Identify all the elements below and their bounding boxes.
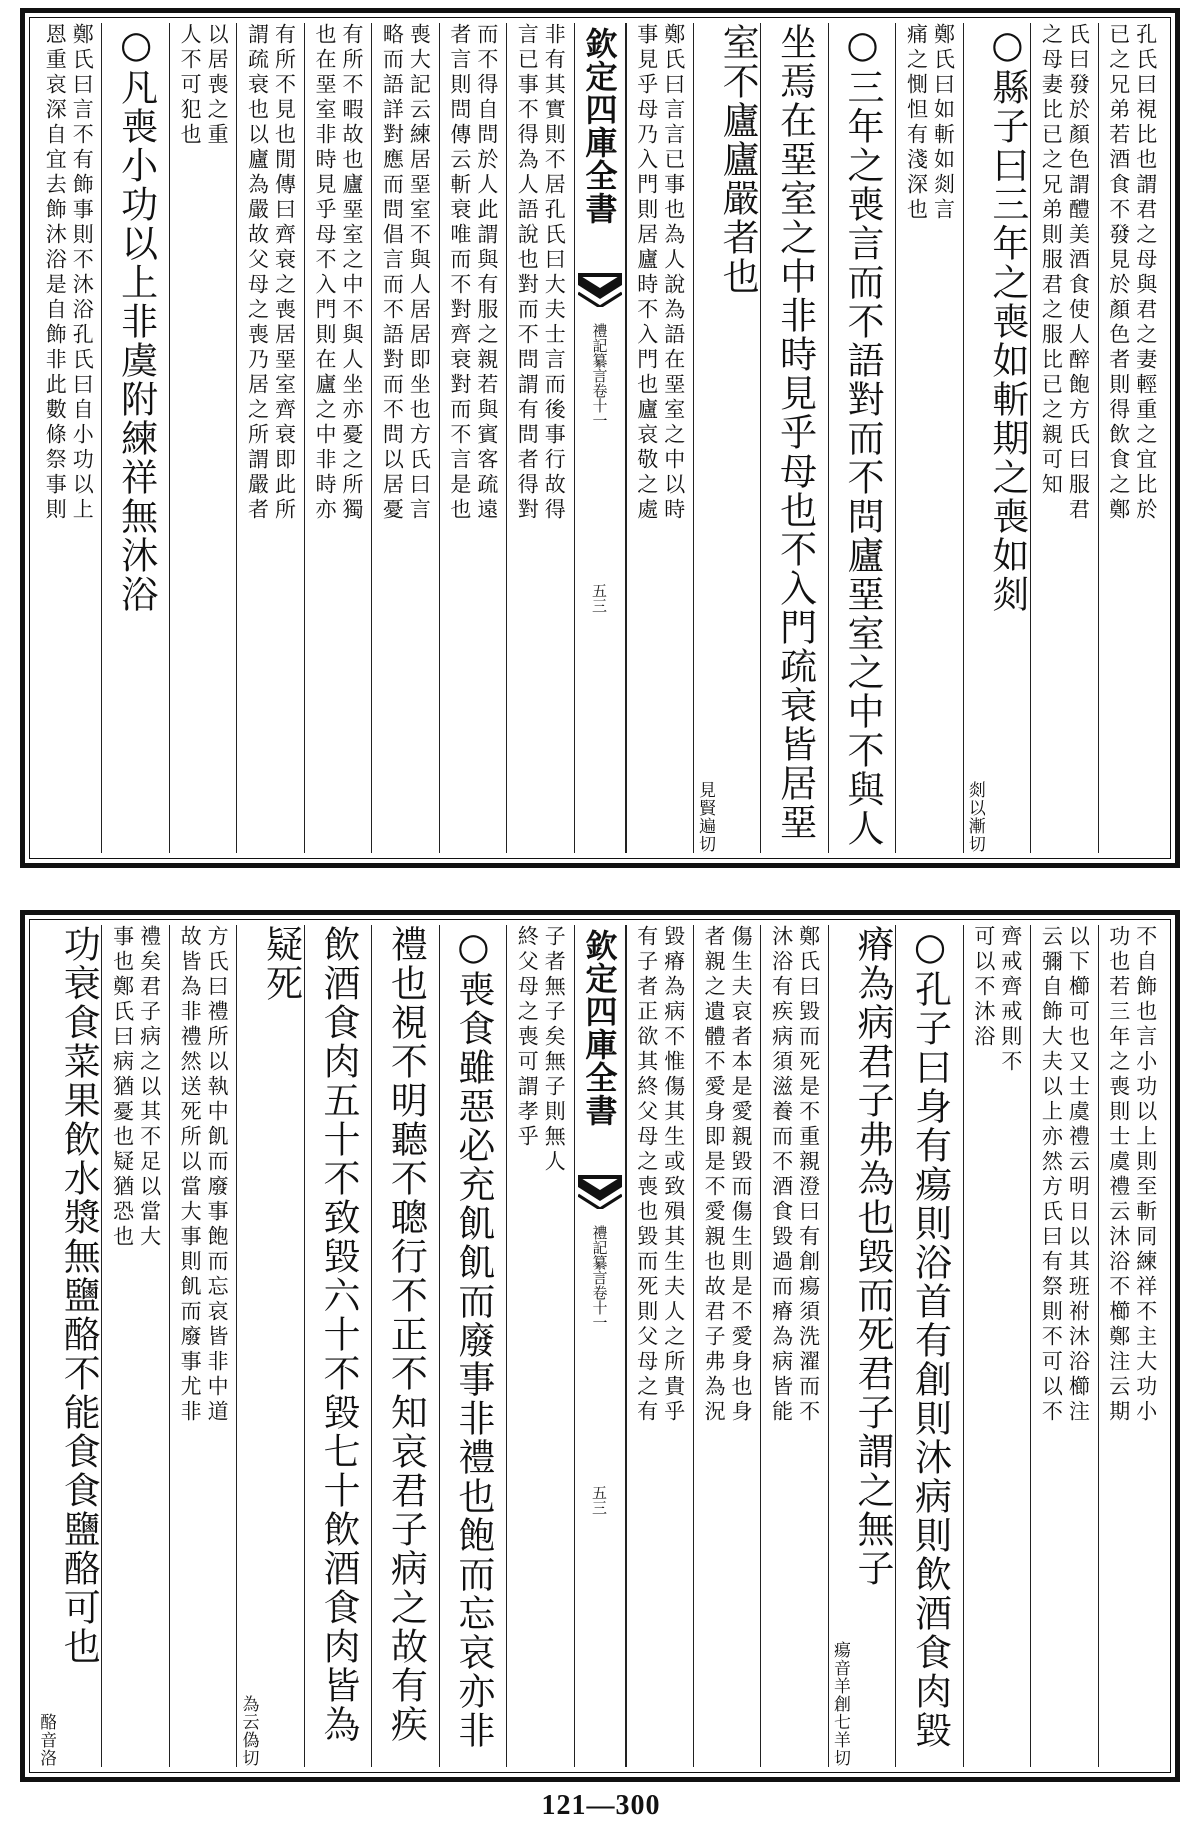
main-text-line: ○三年之喪言而不語對而不問廬堊室之中不與人 <box>841 23 885 848</box>
pronunciation-note: 瘍音羊創七羊切 <box>830 1641 851 1767</box>
commentary-line: 之母妻比已之兄弟則服君之服比已之親可知 <box>1039 23 1064 498</box>
pronunciation-note: 為云偽切 <box>238 1695 259 1767</box>
text-column <box>760 23 827 853</box>
commentary-line: 有子者正欲其終父母之喪也毀而死則父母之有 <box>634 925 659 1425</box>
commentary-line: 終父母之喪可謂孝乎 <box>515 925 540 1150</box>
text-column <box>101 925 168 1767</box>
text-column <box>963 925 1030 1767</box>
commentary-line: 鄭氏曰如斬如剡言 <box>931 23 956 223</box>
text-column <box>439 23 506 853</box>
lower-page-columns <box>35 925 1165 1767</box>
gutter-leaf-number: 五三 <box>590 1485 608 1515</box>
text-column <box>304 23 371 853</box>
text-column <box>35 23 101 853</box>
text-column <box>626 925 693 1767</box>
page-gutter <box>574 925 626 1767</box>
commentary-line: 齊戒齊戒則不 <box>998 925 1023 1075</box>
main-text-line: ○孔子曰身有瘍則浴首有創則沐病則飲酒食肉毀 <box>908 925 952 1750</box>
commentary-line: 傷生夫哀者本是愛親毀而傷生則是不愛身也身 <box>729 925 754 1425</box>
text-column <box>101 23 168 853</box>
upper-page-frame <box>20 8 1180 868</box>
text-column <box>304 925 371 1767</box>
fish-tail-mark-icon <box>578 1175 622 1209</box>
text-column <box>371 925 438 1767</box>
commentary-line: 有所不見也閒傳曰齊衰之喪居堊室齊衰即此所 <box>272 23 297 523</box>
page-number: 121—300 <box>541 1790 661 1821</box>
commentary-line: 也在堊室非時見乎母不入門則在廬之中非時亦 <box>312 23 337 523</box>
text-column <box>1030 925 1097 1767</box>
text-column <box>1098 925 1165 1767</box>
commentary-line: 方氏曰禮所以執中飢而廢事飽而忘哀皆非中道 <box>205 925 230 1425</box>
text-column <box>828 925 895 1767</box>
commentary-line: 喪大記云練居堊室不與人居居即坐也方氏曰言 <box>407 23 432 523</box>
main-text-line: 瘠為病君子弗為也毀而死君子謂之無子 <box>851 925 895 1588</box>
commentary-line: 鄭氏曰言言已事也為人說為語在堊室之中以時 <box>661 23 686 523</box>
commentary-line: 略而語詳對應而問倡言而不語對而不問以居憂 <box>380 23 405 523</box>
commentary-line: 謂疏衰也以廬為嚴故父母之喪乃居之所謂嚴者 <box>245 23 270 523</box>
commentary-line: 痛之惻怛有淺深也 <box>904 23 929 223</box>
commentary-line: 子者無子矣無子則無人 <box>542 925 567 1175</box>
commentary-line: 言已事不得為人語說也對而不問謂有問者得對 <box>515 23 540 523</box>
gutter-leaf-number: 五三 <box>590 583 608 613</box>
text-column <box>693 925 760 1767</box>
commentary-line: 以下櫛可也又士虞禮云明日以其班祔沐浴櫛注 <box>1066 925 1091 1425</box>
commentary-line: 禮矣君子病之以其不足以當大 <box>137 925 162 1250</box>
commentary-line: 而不得自問於人此謂與有服之親若與賓客疏遠 <box>474 23 499 523</box>
main-text-line: 飲酒食肉五十不致毀六十不毀七十飲酒食肉皆為 <box>316 925 360 1744</box>
text-column <box>760 925 827 1767</box>
pronunciation-note: 見賢遍切 <box>695 781 716 853</box>
commentary-line: 者親之遺體不愛身即是不愛親也故君子弗為況 <box>702 925 727 1425</box>
commentary-line: 事見乎母乃入門則居廬時不入門也廬哀敬之處 <box>634 23 659 523</box>
page-gutter <box>574 23 626 853</box>
commentary-line: 鄭氏曰毀而死是不重親澄曰有創瘍須洗濯而不 <box>796 925 821 1425</box>
gutter-volume: 禮記纂言卷十一 <box>590 323 609 428</box>
pronunciation-note: 酪音洛 <box>36 1713 57 1767</box>
text-column <box>626 23 693 853</box>
fish-tail-mark-icon <box>578 273 622 307</box>
text-column <box>693 23 760 853</box>
text-column <box>169 925 236 1767</box>
commentary-line: 毀瘠為病不惟傷其生或致殞其生夫人之所貴乎 <box>661 925 686 1425</box>
text-column <box>236 925 303 1767</box>
text-column <box>828 23 895 853</box>
commentary-line: 氏曰發於顏色謂醴美酒食使人醉飽方氏曰服君 <box>1066 23 1091 523</box>
text-column <box>1030 23 1097 853</box>
text-column <box>439 925 506 1767</box>
text-column <box>35 925 101 1767</box>
main-text-line: ○喪食雖惡必充飢飢而廢事非禮也飽而忘哀亦非 <box>451 925 495 1750</box>
commentary-line: 者言則問傳云斬衰唯而不對齊衰對而不言是也 <box>447 23 472 523</box>
main-text-line: 禮也視不明聽不聰行不正不知哀君子病之故有疾 <box>384 925 428 1744</box>
gutter-title: 欽定四庫全書 <box>580 27 619 225</box>
main-text-line: 坐焉在堊室之中非時見乎母也不入門疏衰皆居堊 <box>773 23 817 842</box>
main-text-line: 功衰食菜果飲水漿無鹽酪不能食食鹽酪可也 <box>57 925 101 1666</box>
upper-page-columns <box>35 23 1165 853</box>
main-text-line: 疑死 <box>259 925 303 1003</box>
main-text-line: ○縣子曰三年之喪如斬期之喪如剡 <box>985 23 1029 614</box>
commentary-line: 不自飾也言小功以上則至斬同練祥不主大功小 <box>1133 925 1158 1425</box>
lower-page-frame <box>20 910 1180 1782</box>
commentary-line: 非有其實則不居孔氏曰大夫士言而後事行故得 <box>542 23 567 523</box>
text-column <box>895 925 962 1767</box>
main-text-line: 室不廬廬嚴者也 <box>716 23 760 296</box>
text-column <box>895 23 962 853</box>
commentary-line: 以居喪之重 <box>205 23 230 148</box>
commentary-line: 恩重哀深自宜去飾沐浴是自飾非此數條祭事則 <box>43 23 68 523</box>
text-column <box>1098 23 1165 853</box>
commentary-line: 孔氏曰視比也謂君之母與君之妻輕重之宜比於 <box>1133 23 1158 523</box>
pronunciation-note: 剡以漸切 <box>964 781 985 853</box>
gutter-volume: 禮記纂言卷十一 <box>590 1225 609 1330</box>
commentary-line: 事也鄭氏曰病猶憂也疑猶恐也 <box>110 925 135 1250</box>
commentary-line: 功也若三年之喪則士虞禮云沐浴不櫛鄭注云期 <box>1106 925 1131 1425</box>
text-column <box>963 23 1030 853</box>
gutter-title: 欽定四庫全書 <box>580 929 619 1127</box>
main-text-line: ○凡喪小功以上非虞附練祥無沐浴 <box>114 23 158 614</box>
commentary-line: 沐浴有疾病須滋養而不酒食毀過而瘠為病皆能 <box>769 925 794 1425</box>
commentary-line: 有所不暇故也廬堊室之中不與人坐亦憂之所獨 <box>339 23 364 523</box>
commentary-line: 云彌自飾大夫以上亦然方氏曰有祭則不可以不 <box>1039 925 1064 1425</box>
commentary-line: 故皆為非禮然送死所以當大事則飢而廢事尤非 <box>178 925 203 1425</box>
text-column <box>169 23 236 853</box>
text-column <box>506 925 573 1767</box>
commentary-line: 鄭氏曰言不有飾事則不沐浴孔氏曰自小功以上 <box>70 23 95 523</box>
text-column <box>371 23 438 853</box>
commentary-line: 已之兄弟若酒食不發見於顏色者則得飲食之鄭 <box>1106 23 1131 523</box>
text-column <box>236 23 303 853</box>
commentary-line: 人不可犯也 <box>178 23 203 148</box>
text-column <box>506 23 573 853</box>
commentary-line: 可以不沐浴 <box>971 925 996 1050</box>
